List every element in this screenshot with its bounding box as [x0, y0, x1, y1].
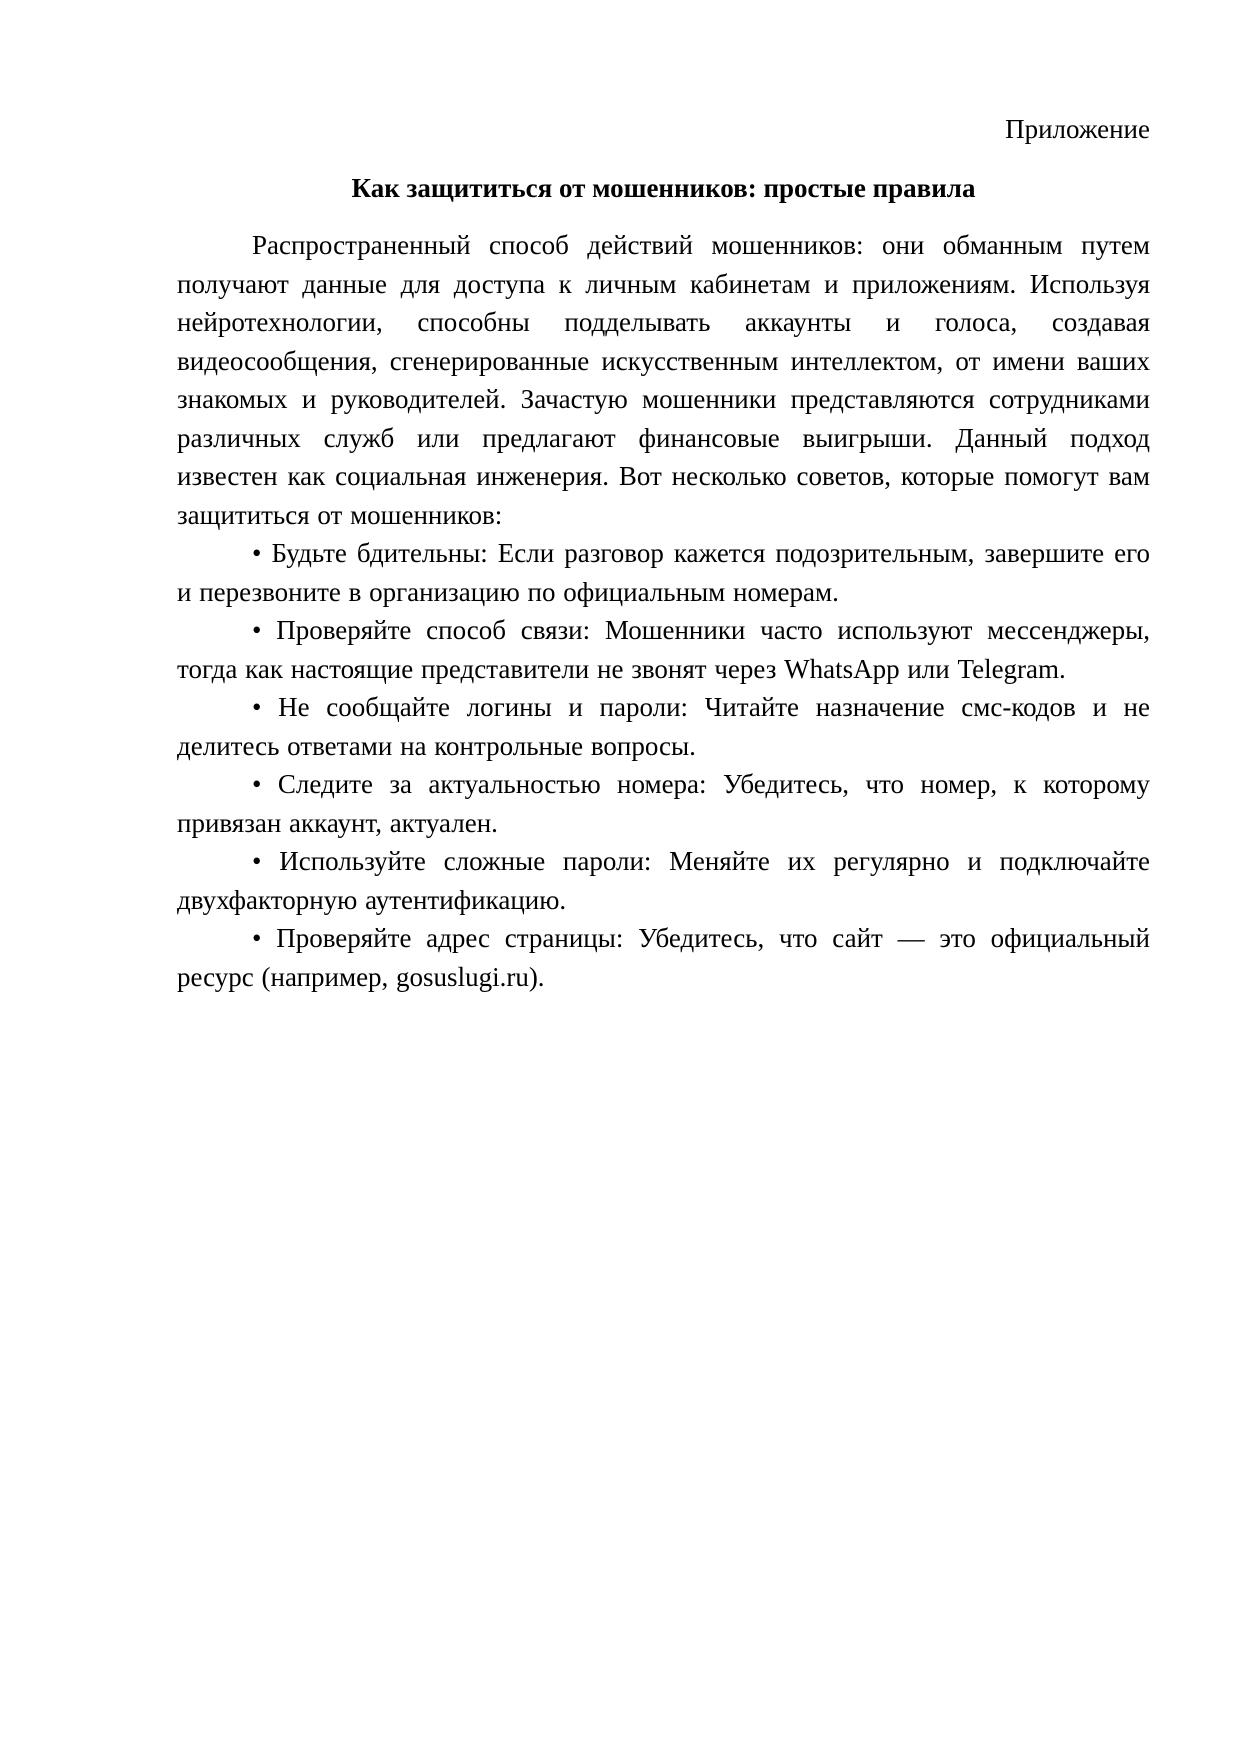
bullet-item: • Проверяйте адрес страницы: Убедитесь, что сайт — это официальный ресурс (например, gosuslugi.ru).: [177, 923, 1150, 992]
document-title: Как защититься от мошенников: простые правила: [351, 172, 976, 203]
appendix-label: Приложение: [1005, 114, 1150, 144]
bullet-item: • Используйте сложные пароли: Меняйте их регулярно и подключайте двухфакторную аутентификацию.: [177, 846, 1150, 915]
bullet-item: • Проверяйте способ связи: Мошенники часто используют мессенджеры, тогда как настоящие представители не звонят через WhatsApp или Telegram.: [177, 615, 1150, 684]
bullet-item: • Будьте бдительны: Если разговор кажется подозрительным, завершите его и перезвоните в организацию по официальным номерам.: [177, 538, 1150, 607]
bullet-item: • Не сообщайте логины и пароли: Читайте назначение смс-кодов и не делитесь ответами на контрольные вопросы.: [177, 692, 1150, 761]
bullet-item: • Следите за актуальностью номера: Убедитесь, что номер, к которому привязан аккаунт, актуален.: [177, 769, 1150, 838]
intro-paragraph: Распространенный способ действий мошенников: они обманным путем получают данные для доступа к личным кабинетам и приложениям. Используя нейротехнологии, способны подделывать аккаунты и голоса, создавая видеосообщения, сгенерированные искусственным интеллектом, от имени ваших знакомых и руководителей. Зачастую мошенники представляются сотрудниками различных служб или предлагают финансовые выигрыши. Данный подход известен как социальная инженерия. Вот несколько советов, которые помогут вам защититься от мошенников:: [177, 230, 1150, 530]
